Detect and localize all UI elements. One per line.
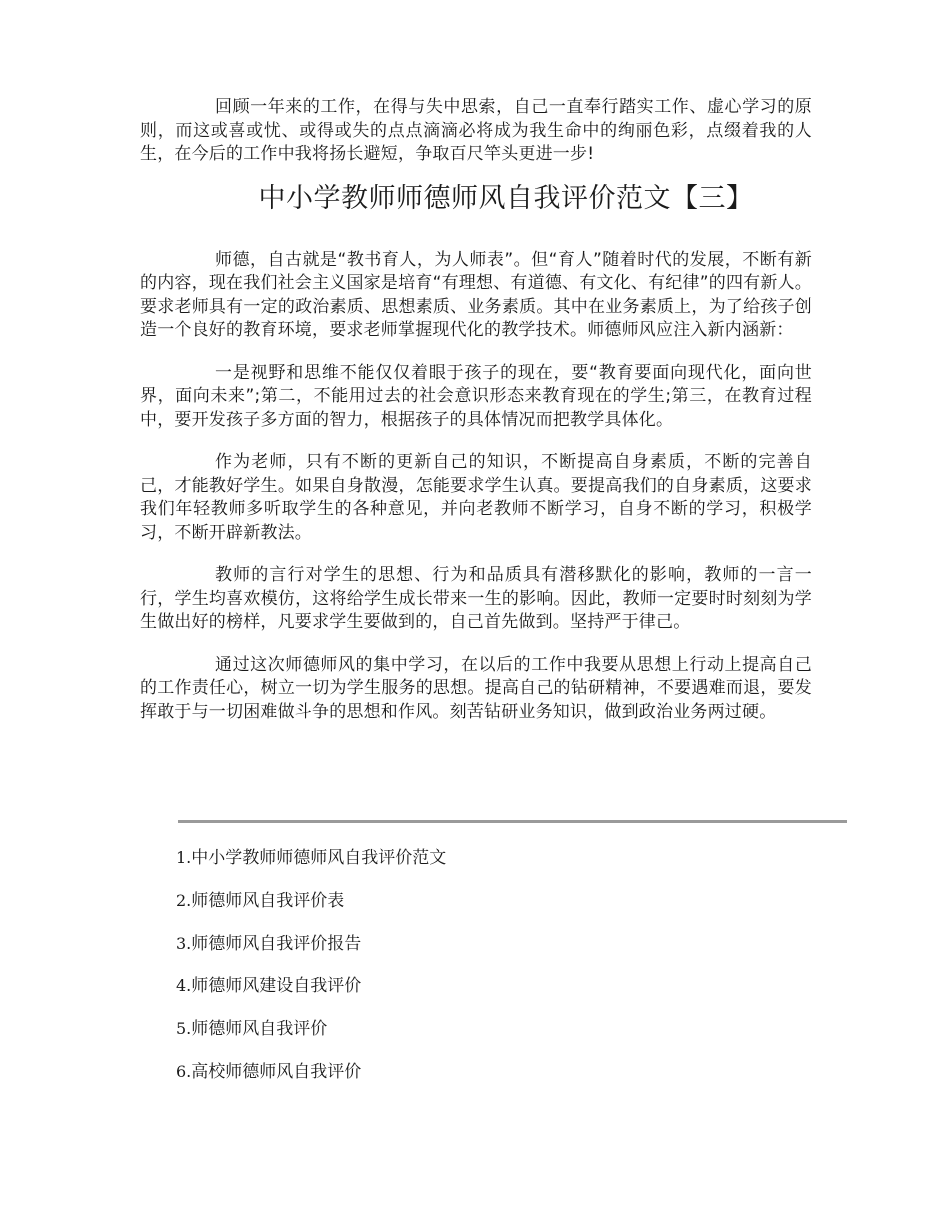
link-number: 5. bbox=[176, 1019, 192, 1039]
body-paragraph: 一是视野和思维不能仅仅着眼于孩子的现在，要“教育要面向现代化，面向世界，面向未来”;第二，不能用过去的社会意识形态来教育现在的学生;第三，在教育过程中，要开发孩子多方面的智力，根据孩子的具体情况而把教学具体化。 bbox=[140, 362, 812, 430]
article-body bbox=[140, 96, 812, 724]
link-label: 师德师风自我评价表 bbox=[191, 890, 345, 911]
section-title: 中小学教师师德师风自我评价范文【三】 bbox=[258, 182, 754, 214]
link-label: 师德师风自我评价 bbox=[191, 1019, 328, 1040]
link-number: 4. bbox=[176, 976, 192, 996]
intro-paragraph: 回顾一年来的工作，在得与失中思索，自己一直奉行踏实工作、虚心学习的原则，而这或喜或忧、或得或失的点点滴滴必将成为我生命中的绚丽色彩，点缀着我的人生，在今后的工作中我将扬长避短，争取百尺竿头更进一步! bbox=[140, 97, 812, 164]
link-label: 高校师德师风自我评价 bbox=[191, 1061, 362, 1082]
section-divider bbox=[178, 820, 847, 823]
link-label: 师德师风建设自我评价 bbox=[191, 976, 362, 997]
link-label: 中小学教师师德师风自我评价范文 bbox=[191, 848, 447, 868]
related-articles-list bbox=[176, 846, 446, 1103]
related-article-link[interactable] bbox=[176, 1017, 446, 1041]
related-article-link[interactable] bbox=[176, 1060, 446, 1084]
body-paragraph: 通过这次师德师风的集中学习，在以后的工作中我要从思想上行动上提高自己的工作责任心，树立一切为学生服务的思想。提高自己的钻研精神，不要遇难而退，要发挥敢于与一切困难做斗争的思想和作风。刻苦钻研业务知识，做到政治业务两过硬。 bbox=[140, 654, 812, 722]
related-article-link[interactable] bbox=[176, 889, 446, 913]
related-article-link[interactable] bbox=[176, 846, 446, 870]
related-article-link[interactable] bbox=[176, 932, 446, 956]
link-label: 师德师风自我评价报告 bbox=[191, 933, 362, 954]
link-number: 1. bbox=[176, 848, 192, 867]
body-paragraph: 作为老师，只有不断的更新自己的知识，不断提高自身素质，不断的完善自己，才能教好学生。如果自身散漫，怎能要求学生认真。要提高我们的自身素质，这要求我们年轻教师多听取学生的各种意见，并向老教师不断学习，自身不断的学习，积极学习，不断开辟新教法。 bbox=[140, 452, 812, 543]
link-number: 2. bbox=[176, 890, 192, 910]
related-article-link[interactable] bbox=[176, 974, 446, 998]
link-number: 3. bbox=[176, 933, 192, 953]
body-paragraph: 教师的言行对学生的思想、行为和品质具有潜移默化的影响，教师的一言一行，学生均喜欢模仿，这将给学生成长带来一生的影响。因此，教师一定要时时刻刻为学生做出好的榜样，凡要求学生要做到的，自己首先做到。坚持严于律己。 bbox=[140, 565, 812, 632]
body-paragraph: 师德，自古就是“教书育人，为人师表”。但“育人”随着时代的发展，不断有新的内容，现在我们社会主义国家是培育“有理想、有道德、有文化、有纪律”的四有新人。要求老师具有一定的政治素质、思想素质、业务素质。其中在业务素质上，为了给孩子创造一个良好的教育环境，要求老师掌握现代化的教学技术。师德师风应注入新内涵新： bbox=[140, 249, 812, 340]
link-number: 6. bbox=[176, 1061, 192, 1081]
